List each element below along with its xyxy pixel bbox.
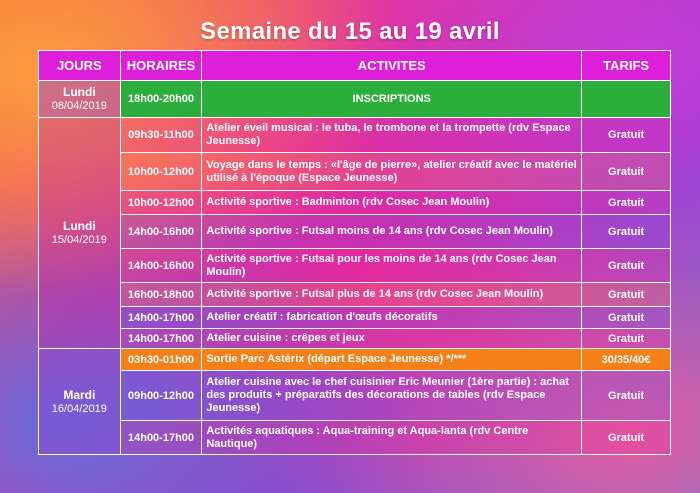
table-row [39, 215, 671, 249]
header-activites: ACTIVITES [202, 51, 582, 81]
tarif-cell: Gratuit [582, 118, 671, 153]
table-header-row [39, 51, 671, 81]
tarif-cell: Gratuit [582, 215, 671, 249]
table-row [39, 329, 671, 349]
activite-cell: Atelier cuisine : crêpes et jeux [202, 329, 582, 349]
table-row [39, 153, 671, 191]
day-name: Mardi [63, 387, 96, 402]
day-cell [39, 118, 121, 349]
table-row [39, 283, 671, 307]
activite-cell: Atelier créatif : fabrication d'œufs décoratifs [202, 307, 582, 329]
day-date: 16/04/2019 [51, 402, 107, 415]
tarif-cell: Gratuit [582, 249, 671, 283]
horaire-cell: 10h00-12h00 [120, 153, 202, 191]
day-name: Lundi [63, 85, 96, 99]
horaire-cell: 14h00-17h00 [120, 421, 202, 455]
horaire-cell: 10h00-12h00 [120, 191, 202, 215]
tarif-cell: Gratuit [582, 371, 671, 421]
activite-cell: Activité sportive : Futsal pour les moins de 14 ans (rdv Cosec Jean Moulin) [202, 249, 582, 283]
tarif-cell: Gratuit [582, 307, 671, 329]
tarif-cell: Gratuit [582, 283, 671, 307]
activite-cell: Sortie Parc Astérix (départ Espace Jeunesse) */*** [202, 349, 582, 371]
table-row [39, 371, 671, 421]
tarif-cell: Gratuit [582, 153, 671, 191]
horaire-cell: 14h00-16h00 [120, 215, 202, 249]
table-row [39, 349, 671, 371]
horaire-cell: 09h30-11h00 [120, 118, 202, 153]
activite-cell: Voyage dans le temps : «l'âge de pierre», atelier créatif avec le matériel utilisé à l'époque (Espace Jeunesse) [202, 153, 582, 191]
table-row [39, 191, 671, 215]
header-horaires: HORAIRES [120, 51, 202, 81]
activite-cell: Atelier éveil musical : le tuba, le trombone et la trompette (rdv Espace Jeunesse) [202, 118, 582, 153]
activite-cell: Atelier cuisine avec le chef cuisinier Eric Meunier (1ère partie) : achat des produits + préparatifs des décorations de tables (rdv Espace Jeunesse) [202, 371, 582, 421]
day-date: 08/04/2019 [51, 100, 107, 112]
day-date: 15/04/2019 [51, 234, 107, 246]
horaire-cell: 16h00-18h00 [120, 283, 202, 307]
tarif-cell: Gratuit [582, 191, 671, 215]
table-row [39, 421, 671, 455]
activite-cell: Activité sportive : Futsal moins de 14 ans (rdv Cosec Jean Moulin) [202, 215, 582, 249]
activite-cell: INSCRIPTIONS [202, 81, 582, 118]
table-row [39, 81, 671, 118]
tarif-cell: 30/35/40€ [582, 349, 671, 371]
table-row [39, 307, 671, 329]
horaire-cell: 09h00-12h00 [120, 371, 202, 421]
day-cell [39, 349, 121, 455]
activite-cell: Activités aquatiques : Aqua-training et Aqua-lanta (rdv Centre Nautique) [202, 421, 582, 455]
tarif-cell: Gratuit [582, 329, 671, 349]
header-tarifs: TARIFS [582, 51, 671, 81]
tarif-cell: Gratuit [582, 421, 671, 455]
tarif-cell [582, 81, 671, 118]
horaire-cell: 03h30-01h00 [120, 349, 202, 371]
table-row [39, 249, 671, 283]
horaire-cell: 14h00-17h00 [120, 307, 202, 329]
horaire-cell: 14h00-16h00 [120, 249, 202, 283]
day-cell [39, 81, 121, 118]
page-title: Semaine du 15 au 19 avril [200, 18, 500, 45]
header-jours: JOURS [39, 51, 121, 81]
horaire-cell: 18h00-20h00 [120, 81, 202, 118]
day-name: Lundi [63, 219, 96, 233]
activite-cell: Activité sportive : Futsal plus de 14 ans (rdv Cosec Jean Moulin) [202, 283, 582, 307]
schedule-table [38, 50, 671, 455]
table-row [39, 118, 671, 153]
horaire-cell: 14h00-17h00 [120, 329, 202, 349]
activite-cell: Activité sportive : Badminton (rdv Cosec Jean Moulin) [202, 191, 582, 215]
